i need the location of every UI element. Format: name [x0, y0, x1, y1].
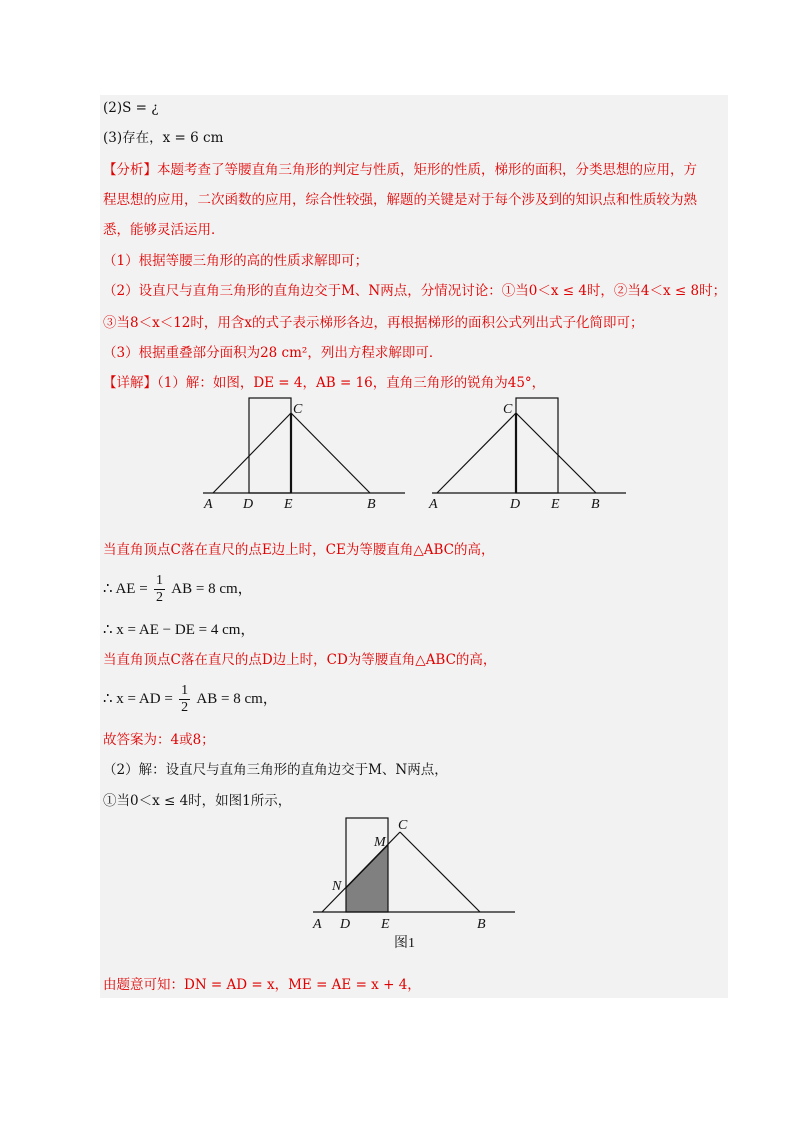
- label-d-right: D: [510, 497, 521, 512]
- side-cb-fig1: [400, 832, 480, 912]
- figure-right: [428, 398, 626, 512]
- eq1-left: ∴ AE =: [103, 581, 148, 597]
- side-ac-right: [437, 413, 516, 493]
- eq1-denominator: 2: [155, 590, 163, 605]
- label-e-fig1: E: [381, 917, 390, 932]
- eq3-fraction: [179, 683, 190, 716]
- step-1: （1）根据等腰三角形的高的性质求解即可；: [103, 253, 369, 269]
- answer-line: 故答案为：4或8；: [103, 732, 215, 748]
- shaded-trapezoid: [346, 845, 388, 912]
- eq3-right: AB = 8 cm，: [196, 691, 278, 707]
- side-cb-left: [291, 413, 370, 493]
- analysis-line-3: 悉，能够灵活运用．: [103, 222, 225, 238]
- eq1-right: AB = 8 cm，: [171, 581, 253, 597]
- equation-1: [103, 572, 253, 606]
- eq3-numerator: 1: [181, 683, 189, 698]
- q2-answer: (2)S = ¿: [103, 100, 159, 116]
- label-a-right: A: [429, 497, 438, 512]
- eq1-numerator: 1: [155, 573, 163, 588]
- part-2-intro: （2）解：设直尺与直角三角形的直角边交于M、N两点，: [103, 762, 448, 778]
- equation-2: [103, 620, 255, 640]
- label-e-right: E: [551, 497, 560, 512]
- label-d-left: D: [243, 497, 254, 512]
- eq3-left: ∴ x = AD =: [103, 691, 173, 707]
- figure-1: [312, 818, 515, 951]
- step-3: （3）根据重叠部分面积为28 cm²，列出方程求解即可．: [103, 345, 443, 361]
- label-b-fig1: B: [477, 917, 486, 932]
- label-d-fig1: D: [340, 917, 351, 932]
- label-a-left: A: [204, 497, 213, 512]
- step-2: （2）设直尺与直角三角形的直角边交于M、N两点，分情况讨论：①当0＜x ≤ 4时，②当4＜x ≤ 8时；: [103, 283, 727, 299]
- label-c-right: C: [503, 402, 513, 417]
- case-e-text: 当直角顶点C落在直尺的点E边上时，CE为等腰直角△ABC的高，: [103, 542, 495, 558]
- step-2-continued: ③当8＜x＜12时，用含x的式子表示梯形各边，再根据梯形的面积公式列出式子化简即可；: [103, 315, 644, 331]
- equation-3: [103, 682, 278, 716]
- analysis-line-2: 程思想的应用，二次函数的应用，综合性较强，解题的关键是对于每个涉及到的知识点和性质较为熟: [103, 192, 697, 208]
- case-1-intro: ①当0＜x ≤ 4时，如图1所示，: [103, 793, 292, 809]
- eq1-fraction: [154, 573, 165, 606]
- figure-left: [203, 398, 405, 512]
- detail-intro: 【详解】（1）解：如图，DE = 4，AB = 16，直角三角形的锐角为45°，: [103, 375, 546, 391]
- ruler-left: [249, 398, 291, 493]
- side-ac-left: [213, 413, 291, 493]
- label-e-left: E: [284, 497, 293, 512]
- label-a-fig1: A: [313, 917, 322, 932]
- label-b-right: B: [591, 497, 600, 512]
- case-d-text: 当直角顶点C落在直尺的点D边上时，CD为等腰直角△ABC的高，: [103, 652, 497, 668]
- side-cb-right: [516, 413, 596, 493]
- figure-1-caption: 图1: [394, 936, 415, 951]
- label-c-left: C: [293, 402, 303, 417]
- ruler-right: [516, 398, 558, 493]
- analysis-line-1: 【分析】本题考查了等腰直角三角形的判定与性质，矩形的性质，梯形的面积，分类思想的应用，方: [103, 162, 697, 178]
- eq2-text: ∴ x = AE − DE = 4 cm，: [103, 622, 256, 638]
- known-relations: 由题意可知：DN = AD = x，ME = AE = x + 4，: [103, 977, 421, 993]
- label-n-fig1: N: [332, 879, 342, 894]
- label-c-fig1: C: [398, 818, 408, 833]
- q3-answer: (3)存在，x = 6 cm: [103, 130, 224, 146]
- eq3-denominator: 2: [181, 700, 189, 715]
- label-b-left: B: [367, 497, 376, 512]
- label-m-fig1: M: [374, 835, 386, 850]
